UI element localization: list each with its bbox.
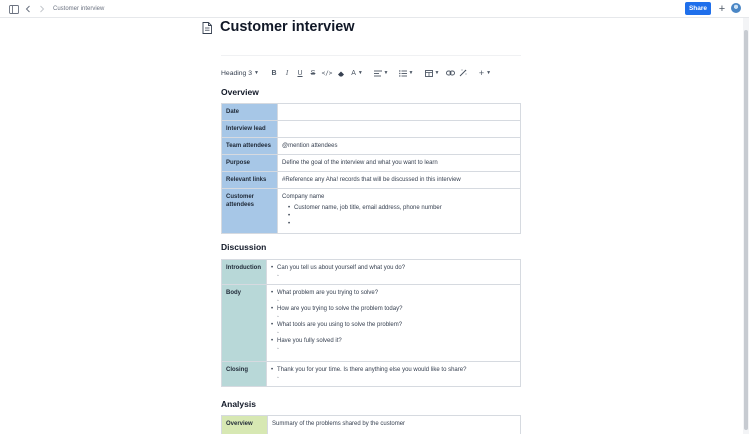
italic-icon[interactable]: I bbox=[285, 69, 289, 77]
bullet-list bbox=[271, 289, 516, 353]
discussion-table bbox=[221, 259, 521, 387]
analysis-table bbox=[221, 415, 521, 434]
table-header-cell[interactable]: Team attendees bbox=[222, 138, 278, 155]
top-bar bbox=[0, 0, 749, 18]
table-header-cell[interactable]: Introduction bbox=[222, 260, 267, 285]
table-cell[interactable] bbox=[267, 362, 521, 387]
heading-select[interactable]: Heading 3 ▼ bbox=[221, 69, 259, 77]
list-item[interactable] bbox=[271, 345, 516, 353]
table-cell[interactable] bbox=[278, 104, 521, 121]
editor-toolbar bbox=[221, 66, 521, 80]
table-row bbox=[222, 172, 521, 189]
table-header-cell[interactable]: Closing bbox=[222, 362, 267, 387]
table-cell[interactable] bbox=[267, 260, 521, 285]
discussion-heading[interactable]: Discussion bbox=[221, 242, 267, 252]
table-cell[interactable]: Summary of the problems shared by the customer bbox=[268, 416, 521, 434]
table-row bbox=[222, 104, 521, 121]
add-button[interactable]: + bbox=[718, 2, 726, 15]
table-row bbox=[222, 121, 521, 138]
table-header-cell[interactable]: Relevant links bbox=[222, 172, 278, 189]
eraser-icon[interactable] bbox=[336, 66, 346, 80]
list-item[interactable] bbox=[271, 313, 516, 321]
bullet-list bbox=[271, 366, 516, 382]
strikethrough-icon[interactable]: S bbox=[310, 69, 316, 77]
table-row bbox=[222, 416, 521, 434]
table-cell[interactable]: @mention attendees bbox=[278, 138, 521, 155]
table-row bbox=[222, 260, 521, 285]
underline-icon[interactable]: U bbox=[297, 69, 303, 77]
forward-arrow-icon[interactable] bbox=[36, 3, 48, 15]
table-cell[interactable] bbox=[278, 121, 521, 138]
insert-plus-icon[interactable]: + ▼ bbox=[478, 68, 492, 78]
bullet-list bbox=[271, 264, 516, 280]
magic-wand-icon[interactable] bbox=[458, 66, 468, 80]
table-row bbox=[222, 285, 521, 362]
list-item[interactable] bbox=[271, 374, 516, 382]
overview-table bbox=[221, 103, 521, 234]
company-name-text: Company name bbox=[282, 194, 325, 200]
document-icon bbox=[202, 21, 212, 33]
list-item[interactable]: • Customer name, job title, email address, phone number bbox=[288, 204, 516, 212]
table-icon[interactable]: ▼ bbox=[423, 66, 441, 80]
table-header-cell[interactable]: Purpose bbox=[222, 155, 278, 172]
breadcrumb[interactable]: Customer interview bbox=[53, 6, 105, 12]
list-item[interactable]: • Have you fully solved it? bbox=[271, 337, 516, 345]
user-avatar[interactable] bbox=[731, 3, 741, 13]
overview-heading[interactable]: Overview bbox=[221, 87, 259, 97]
table-row bbox=[222, 138, 521, 155]
table-cell[interactable]: #Reference any Aha! records that will be discussed in this interview bbox=[278, 172, 521, 189]
list-item[interactable]: • Can you tell us about yourself and what you do? bbox=[271, 264, 516, 272]
list-item[interactable] bbox=[271, 272, 516, 280]
divider bbox=[221, 55, 521, 56]
share-button[interactable]: Share bbox=[685, 2, 711, 15]
align-icon[interactable]: ▼ bbox=[383, 70, 389, 76]
table-header-cell[interactable]: Customer attendees bbox=[222, 189, 278, 234]
list-item[interactable]: • How are you trying to solve the problem today? bbox=[271, 305, 516, 313]
table-cell[interactable]: Define the goal of the interview and what you want to learn bbox=[278, 155, 521, 172]
list-item[interactable] bbox=[288, 220, 516, 228]
list-item[interactable] bbox=[271, 329, 516, 337]
back-arrow-icon[interactable] bbox=[22, 3, 34, 15]
table-header-cell[interactable]: Date bbox=[222, 104, 278, 121]
table-row bbox=[222, 155, 521, 172]
list-item[interactable] bbox=[288, 212, 516, 220]
link-icon[interactable] bbox=[445, 66, 455, 80]
list-item[interactable] bbox=[271, 297, 516, 305]
list-item[interactable]: • Thank you for your time. Is there anything else you would like to share? bbox=[271, 366, 516, 374]
table-header-cell[interactable]: Overview bbox=[222, 416, 268, 434]
scrollbar-thumb[interactable] bbox=[744, 30, 748, 430]
bold-icon[interactable]: B bbox=[271, 69, 277, 77]
table-cell[interactable] bbox=[278, 189, 521, 234]
code-icon[interactable]: </> bbox=[321, 69, 333, 77]
analysis-heading[interactable]: Analysis bbox=[221, 399, 256, 409]
page-title[interactable]: Customer interview bbox=[220, 19, 355, 35]
list-item[interactable]: • What problem are you trying to solve? bbox=[271, 289, 516, 297]
table-cell[interactable] bbox=[267, 285, 521, 362]
list-item[interactable]: • What tools are you using to solve the problem? bbox=[271, 321, 516, 329]
table-row bbox=[222, 189, 521, 234]
table-header-cell[interactable]: Body bbox=[222, 285, 267, 362]
table-row bbox=[222, 362, 521, 387]
list-icon[interactable]: ▼ bbox=[397, 66, 415, 80]
bullet-list bbox=[282, 204, 516, 228]
text-color-select[interactable]: A ▼ bbox=[351, 69, 363, 77]
sidebar-toggle-icon[interactable] bbox=[8, 3, 20, 15]
table-header-cell[interactable]: Interview lead bbox=[222, 121, 278, 138]
